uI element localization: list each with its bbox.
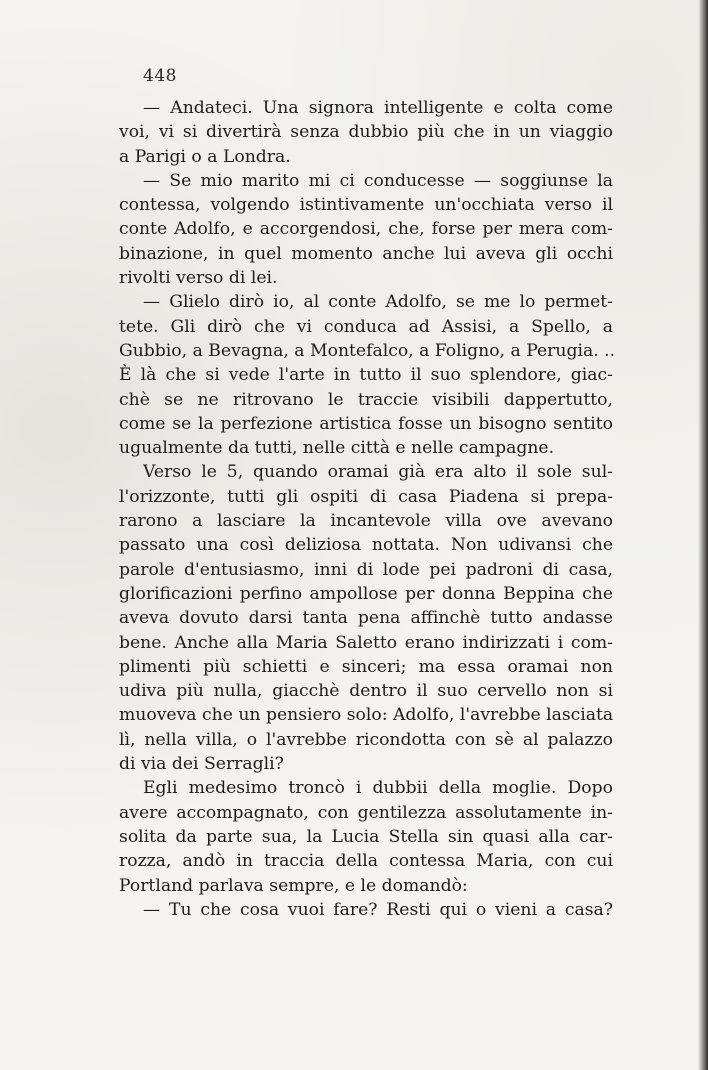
text-line: plimenti più schietti e sinceri; ma essa oramai non [119, 656, 613, 677]
page-edge-shadow [698, 0, 708, 1070]
text-line: chè se ne ritrovano le traccie visibili dappertutto, [119, 389, 613, 410]
text-line: tete. Gli dirò che vi conduca ad Assisi, a Spello, a [119, 316, 613, 337]
text-line: conte Adolfo, e accorgendosi, che, forse per mera com- [119, 219, 613, 240]
text-line: muoveva che un pensiero solo: Adolfo, l'avrebbe lasciata [119, 705, 614, 726]
page-number: 448 [143, 66, 177, 86]
text-line: — Andateci. Una signora intelligente e colta come [143, 98, 613, 118]
text-line: binazione, in quel momento anche lui aveva gli occhi [119, 243, 613, 264]
text-line: — Glielo dirò io, al conte Adolfo, se me lo permet- [143, 292, 613, 313]
text-line: glorificazioni perfino ampollose per donna Beppina che [119, 583, 613, 604]
text-line: ugualmente da tutti, nelle città e nelle campagne. [119, 438, 555, 459]
text-line: Verso le 5, quando oramai già era alto il sole sul- [143, 462, 613, 483]
text-line: solita da parte sua, la Lucia Stella sin quasi alla car- [119, 826, 613, 847]
text-line: — Se mio marito mi ci conducesse — soggiunse la [143, 170, 613, 191]
text-line: Egli medesimo troncò i dubbii della moglie. Dopo [143, 778, 613, 799]
text-line: contessa, volgendo istintivamente un'occhiata verso il [119, 195, 613, 216]
text-line: aveva dovuto darsi tanta pena affinchè tutto andasse [119, 608, 613, 629]
text-line: È là che si vede l'arte in tutto il suo splendore, giac- [119, 365, 613, 386]
text-line: passato una così deliziosa nottata. Non udivansi che [119, 535, 613, 556]
text-line: bene. Anche alla Maria Saletto erano indirizzati i com- [119, 632, 613, 653]
text-line: di via dei Serragli? [119, 754, 284, 775]
text-line: — Tu che cosa vuoi fare? Resti qui o vieni a casa? [143, 899, 613, 920]
text-line: udiva più nulla, giacchè dentro il suo cervello non si [119, 681, 613, 702]
text-line: voi, vi si divertirà senza dubbio più che in un viaggio [119, 122, 613, 143]
text-line: rozza, andò in traccia della contessa Maria, con cui [119, 851, 613, 872]
text-line: avere accompagnato, con gentilezza assolutamente in- [119, 802, 613, 823]
text-line: Gubbio, a Bevagna, a Montefalco, a Foligno, a Perugia. .. [119, 340, 616, 361]
text-line: l'orizzonte, tutti gli ospiti di casa Piadena si prepa- [119, 486, 613, 507]
text-line: lì, nella villa, o l'avrebbe ricondotta con sè al palazzo [119, 729, 613, 750]
text-line: come se la perfezione artistica fosse un bisogno sentito [119, 413, 613, 434]
body-text [119, 96, 616, 922]
text-line: Portland parlava sempre, e le domandò: [119, 875, 468, 896]
text-line: a Parigi o a Londra. [119, 146, 291, 167]
text-line: rarono a lasciare la incantevole villa ove avevano [119, 511, 613, 532]
text-line: parole d'entusiasmo, inni di lode pei padroni di casa, [119, 559, 613, 580]
text-line: rivolti verso di lei. [119, 268, 278, 289]
